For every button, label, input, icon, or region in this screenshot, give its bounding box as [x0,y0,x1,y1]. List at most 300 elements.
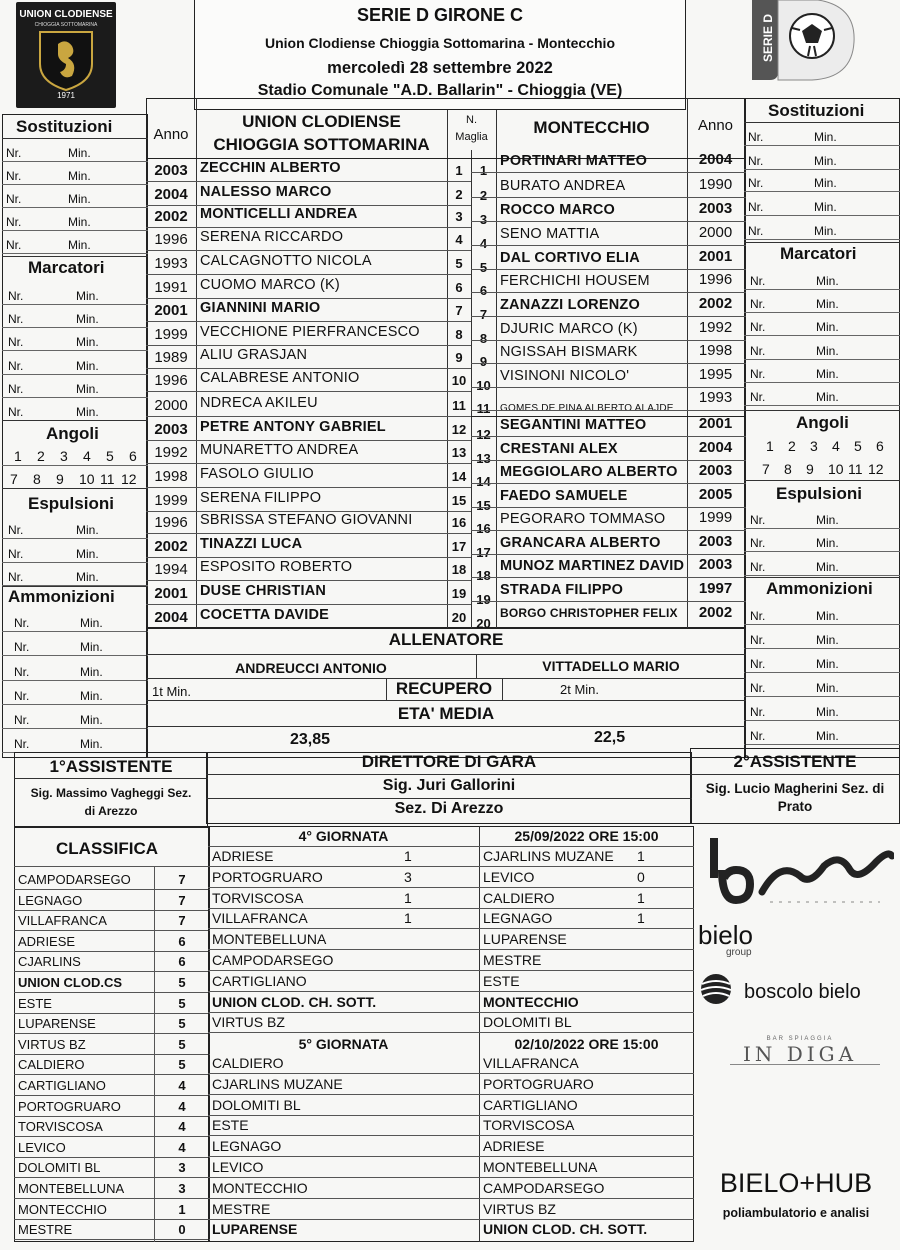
min-label: Min. [68,169,91,183]
round4-away: MONTECCHIO [483,994,579,1010]
home-player-name: ZECCHIN ALBERTO [200,160,341,176]
nr-label: Nr. [14,689,30,703]
nr-label: Nr. [6,215,22,229]
home-player-year: 1996 [154,514,188,531]
assistant1-title: 1°ASSISTENTE [49,757,173,776]
away-player-year: 1996 [698,271,733,288]
left-corners-title: Angoli [46,424,99,443]
home-shirt-number: 6 [455,280,463,295]
bielo-mark-icon [700,830,894,912]
nr-label: Nr. [750,274,766,288]
min-label: Min. [76,547,99,561]
away-player-year: 1997 [698,580,733,597]
home-year-header: Anno [153,126,189,143]
round4-home-score: 1 [404,848,412,864]
home-team-name-2: CHIOGGIA SOTTOMARINA [213,135,430,154]
indiga-name: IN DIGA [742,1042,858,1066]
round4-home: MONTEBELLUNA [212,931,327,947]
home-player-year: 1989 [154,349,188,366]
away-player-year: 1999 [698,509,733,526]
standings-team: ESTE [18,996,52,1011]
nr-label: Nr. [748,200,764,214]
home-shirt-number: 2 [455,187,463,202]
away-player-year: 1990 [698,176,733,193]
min-label: Min. [80,713,103,727]
round4-away: CALDIERO [483,890,555,906]
corner-number: 12 [868,461,884,477]
corner-number: 4 [832,438,840,454]
standings-team: VIRTUS BZ [18,1037,86,1052]
away-player-name: BURATO ANDREA [500,178,626,194]
min-label: Min. [816,297,839,311]
round5-away: PORTOGRUARO [483,1076,594,1092]
shirt-number-header-2: Maglia [455,131,488,143]
nr-label: Nr. [6,169,22,183]
home-club-logo [16,2,116,108]
min-label: Min. [68,238,91,252]
away-player-name: MUNOZ MARTINEZ DAVID [500,558,685,574]
home-player-year: 1996 [154,372,188,389]
home-player-name: ESPOSITO ROBERTO [200,559,353,575]
round5-home: CJARLINS MUZANE [212,1076,343,1092]
corner-number: 12 [121,471,137,487]
home-shirt-number: 13 [451,445,467,460]
nr-label: Nr. [750,536,766,550]
nr-label: Nr. [6,238,22,252]
min-label: Min. [76,312,99,326]
standings-team: LEGNAGO [18,893,83,908]
min-label: Min. [68,192,91,206]
home-player-name: CUOMO MARCO (K) [200,277,340,293]
home-shirt-number: 11 [452,398,466,413]
home-shirt-number: 1 [455,163,463,178]
corner-number: 10 [79,471,95,487]
home-player-year: 1996 [154,231,188,248]
away-shirt-number: 15 [476,498,491,513]
home-player-year: 2001 [154,585,188,602]
round4-home: UNION CLOD. CH. SOTT. [212,994,377,1010]
home-player-name: FASOLO GIULIO [200,466,314,482]
away-player-year: 2000 [698,224,733,241]
standings-points: 4 [178,1078,186,1093]
bielo-name: bielo [698,920,753,950]
home-player-year: 1991 [154,279,188,296]
away-player-name: BORGO CHRISTOPHER FELIX [500,606,678,620]
min-label: Min. [76,523,99,537]
standings-points: 4 [178,1099,186,1114]
away-player-year: 2003 [698,200,733,217]
match-title: Union Clodiense Chioggia Sottomarina - Montecchio [264,35,615,51]
away-player-name: MEGGIOLARO ALBERTO [500,464,678,480]
nr-label: Nr. [750,657,766,671]
min-label: Min. [76,359,99,373]
corner-number: 9 [56,471,64,487]
nr-label: Nr. [8,289,24,303]
nr-label: Nr. [750,297,766,311]
round4-away-score: 1 [637,910,645,926]
corner-number: 2 [37,448,45,464]
coach-title: ALLENATORE [388,630,504,649]
home-player-name: PETRE ANTONY GABRIEL [200,419,386,435]
round5-away: CAMPODARSEGO [483,1180,605,1196]
round4-home: TORVISCOSA [212,890,304,906]
club-crest-icon [36,30,96,92]
home-player-year: 2001 [154,302,188,319]
min-label: Min. [816,320,839,334]
nr-label: Nr. [8,312,24,326]
home-player-name: DUSE CHRISTIAN [200,583,327,599]
min-label: Min. [76,289,99,303]
away-player-name: STRADA FILIPPO [500,582,624,598]
away-player-year: 1992 [698,319,733,336]
corner-number: 10 [828,461,844,477]
nr-label: Nr. [750,681,766,695]
min-label: Min. [68,146,91,160]
home-player-name: SERENA FILIPPO [200,490,322,506]
home-player-name: NALESSO MARCO [200,184,332,200]
standings-team: MONTEBELLUNA [18,1181,125,1196]
round4-home-score: 1 [404,910,412,926]
standings-team: TORVISCOSA [18,1119,103,1134]
recovery-title: RECUPERO [395,679,493,698]
corner-number: 1 [766,438,774,454]
nr-label: Nr. [750,513,766,527]
standings-points: 7 [178,913,186,928]
standings-team: CJARLINS [18,954,81,969]
nr-label: Nr. [8,547,24,561]
serie-d-logo [748,0,858,82]
nr-label: Nr. [8,359,24,373]
min-label: Min. [68,215,91,229]
nr-label: Nr. [6,192,22,206]
assistant2-name: Sig. Lucio Magherini Sez. di Prato [705,781,885,814]
min-label: Min. [816,344,839,358]
min-label: Min. [80,665,103,679]
standings-points: 5 [178,996,186,1011]
standings-team: UNION CLOD.CS [18,975,122,990]
min-label: Min. [814,200,837,214]
min-label: Min. [76,382,99,396]
round4-away: CJARLINS MUZANE [483,848,614,864]
away-player-name: FAEDO SAMUELE [500,488,628,504]
away-shirt-number: 5 [479,260,488,275]
boscolo-name: boscolo bielo [744,981,861,1003]
round5-title: 5° GIORNATA [298,1036,389,1052]
away-player-name: CRESTANI ALEX [500,441,618,457]
home-shirt-number: 12 [451,422,467,437]
min-label: Min. [814,176,837,190]
nr-label: Nr. [750,320,766,334]
away-shirt-number: 18 [476,568,491,583]
hub-sub: poliambulatorio e analisi [722,1206,870,1220]
corner-number: 7 [10,471,18,487]
min-label: Min. [816,513,839,527]
home-team-name: UNION CLODIENSE [242,112,401,131]
away-player-name: GRANCARA ALBERTO [500,535,661,551]
away-shirt-number: 7 [479,307,488,322]
round5-home: LEGNAGO [212,1138,282,1154]
boscolo-logo [696,970,896,1010]
avg-age-title: ETA' MEDIA [397,704,495,723]
min-label: Min. [814,154,837,168]
away-coach: VITTADELLO MARIO [542,658,680,674]
away-player-year: 1998 [698,342,733,359]
min-label: Min. [814,224,837,238]
away-player-name: NGISSAH BISMARK [500,344,638,360]
standings-team: DOLOMITI BL [18,1160,101,1175]
home-coach: ANDREUCCI ANTONIO [235,660,387,676]
corner-number: 1 [14,448,22,464]
min-label: Min. [76,335,99,349]
assistant1-name: Sig. Massimo Vagheggi Sez. di Arezzo [30,786,192,818]
nr-label: Nr. [8,382,24,396]
home-shirt-number: 18 [451,562,467,577]
round4-away: LUPARENSE [483,931,567,947]
away-shirt-number: 4 [479,236,488,251]
home-shirt-number: 5 [455,256,463,271]
home-shirt-number: 9 [455,350,463,365]
home-shirt-number: 8 [455,327,463,342]
round4-home: CARTIGLIANO [212,973,307,989]
standings-points: 1 [178,1202,186,1217]
home-shirt-number: 4 [455,232,463,247]
home-player-name: TINAZZI LUCA [200,536,303,552]
nr-label: Nr. [750,633,766,647]
away-shirt-number: 1 [479,163,488,178]
away-player-year: 1993 [698,389,733,406]
away-team-name: MONTECCHIO [533,118,650,137]
away-player-year: 2002 [698,604,733,621]
away-shirt-number: 6 [479,283,488,298]
nr-label: Nr. [750,560,766,574]
bielo-logo [696,826,896,966]
away-player-year: 2002 [698,295,733,312]
first-half-recovery: 1t Min. [152,684,192,699]
home-shirt-number: 17 [451,539,467,554]
round5-home: ESTE [212,1117,249,1133]
round5-away: VIRTUS BZ [483,1201,556,1217]
home-player-year: 1998 [154,468,188,485]
home-player-name: CALCAGNOTTO NICOLA [200,253,372,269]
away-player-name: SEGANTINI MATTEO [500,417,647,433]
away-player-year: 2004 [698,151,733,168]
round4-away-score: 1 [637,890,645,906]
standings-team: ADRIESE [18,934,76,949]
logo-club-subtitle: CHIOGGIA SOTTOMARINA [34,22,98,28]
away-player-name: ROCCO MARCO [500,202,615,218]
away-player-year: 1995 [698,366,733,383]
corner-number: 8 [784,461,792,477]
home-player-year: 1992 [154,444,188,461]
min-label: Min. [816,390,839,404]
min-label: Min. [816,274,839,288]
round4-away: ESTE [483,973,520,989]
nr-label: Nr. [750,705,766,719]
right-scorers-title: Marcatori [780,244,857,263]
corner-number: 6 [876,438,884,454]
away-year-header: Anno [697,117,734,134]
away-player-year: 2001 [698,248,733,265]
standings-points: 5 [178,1037,186,1052]
logo-year: 1971 [57,91,75,100]
assistant2-title: 2°ASSISTENTE [733,752,857,771]
round5-home: LUPARENSE [212,1221,298,1237]
standings-points: 5 [178,1057,186,1072]
round5-away: ADRIESE [483,1138,545,1154]
round5-away: UNION CLOD. CH. SOTT. [483,1221,648,1237]
home-player-name: SBRISSA STEFANO GIOVANNI [200,512,413,528]
round5-home: LEVICO [212,1159,264,1175]
standings-points: 5 [178,1016,186,1031]
right-expulsions-title: Espulsioni [776,484,862,503]
corner-number: 3 [60,448,68,464]
round4-title: 4° GIORNATA [298,828,389,844]
standings-team: PORTOGRUARO [18,1099,121,1114]
home-player-name: MUNARETTO ANDREA [200,442,359,458]
min-label: Min. [816,609,839,623]
min-label: Min. [80,616,103,630]
standings-points: 4 [178,1140,186,1155]
min-label: Min. [76,570,99,584]
indiga-top: BAR SPIAGGIA [766,1036,834,1042]
indiga-logo [720,1034,890,1074]
standings-team: CARTIGLIANO [18,1078,106,1093]
home-player-name: SERENA RICCARDO [200,229,344,245]
referee-section: Sez. Di Arezzo [394,800,504,817]
nr-label: Nr. [6,146,22,160]
corner-number: 2 [788,438,796,454]
standings-points: 0 [178,1222,186,1237]
home-player-year: 2002 [154,538,188,555]
nr-label: Nr. [14,713,30,727]
home-shirt-number: 3 [455,209,463,224]
page-title: SERIE D GIRONE C [356,5,524,25]
nr-label: Nr. [14,665,30,679]
nr-label: Nr. [8,523,24,537]
home-shirt-number: 16 [451,515,467,530]
away-player-name: VISINONI NICOLO' [500,368,630,384]
min-label: Min. [816,367,839,381]
away-shirt-number: 12 [476,427,491,442]
standings-team: MESTRE [18,1222,73,1237]
home-avg-age: 23,85 [290,731,331,748]
standings-points: 6 [178,954,186,969]
referee-name: Sig. Juri Gallorini [382,777,516,794]
round4-home: VILLAFRANCA [212,910,308,926]
referee-title: DIRETTORE DI GARA [361,752,537,771]
away-player-year: 2004 [698,439,733,456]
away-player-year: 2005 [698,486,733,503]
round5-home: DOLOMITI BL [212,1097,301,1113]
right-cautions-title: Ammonizioni [766,579,873,598]
home-player-name: GIANNINI MARIO [200,300,321,316]
home-player-year: 2000 [154,397,188,414]
standings-title: CLASSIFICA [56,839,158,858]
round4-home: PORTOGRUARO [212,869,323,885]
corner-number: 4 [83,448,91,464]
round4-away-score: 0 [637,869,645,885]
away-player-year: 2003 [698,462,733,479]
bielo-sub: group [726,947,752,958]
right-corners-title: Angoli [796,413,849,432]
shirt-number-header: N. [466,114,477,126]
home-player-year: 1993 [154,255,188,272]
nr-label: Nr. [14,616,30,630]
round5-date: 02/10/2022 ORE 15:00 [514,1036,659,1052]
round5-away: VILLAFRANCA [483,1055,579,1071]
home-shirt-number: 20 [451,610,467,625]
home-shirt-number: 14 [451,469,467,484]
min-label: Min. [816,729,839,743]
away-player-name: DAL CORTIVO ELIA [500,250,640,266]
nr-label: Nr. [748,154,764,168]
round4-away: DOLOMITI BL [483,1014,572,1030]
nr-label: Nr. [748,176,764,190]
away-player-name: FERCHICHI HOUSEM [500,273,650,289]
min-label: Min. [816,536,839,550]
away-player-year: 2001 [698,415,733,432]
home-shirt-number: 15 [451,493,467,508]
away-shirt-number: 20 [476,616,491,631]
away-shirt-number: 8 [479,331,488,346]
home-player-name: NDRECA AKILEU [200,395,318,411]
home-shirt-number: 10 [451,373,467,388]
home-player-year: 2002 [154,208,188,225]
min-label: Min. [814,130,837,144]
round4-home-score: 3 [404,869,412,885]
round4-home: CAMPODARSEGO [212,952,334,968]
away-shirt-number: 3 [479,212,488,227]
nr-label: Nr. [748,224,764,238]
away-player-name: DJURIC MARCO (K) [500,321,638,337]
second-half-recovery: 2t Min. [560,682,600,697]
boscolo-mark-icon [696,972,736,1006]
round4-away: MESTRE [483,952,542,968]
away-player-year: 2003 [698,556,733,573]
standings-team: LUPARENSE [18,1016,96,1031]
logo-club-name: UNION CLODIENSE [19,9,113,20]
standings-points: 5 [178,975,186,990]
nr-label: Nr. [8,405,24,419]
away-player-name: PEGORARO TOMMASO [500,511,666,527]
standings-team: MONTECCHIO [18,1202,107,1217]
match-date: mercoledì 28 settembre 2022 [327,59,553,77]
standings-points: 4 [178,1119,186,1134]
round5-home: MESTRE [212,1201,271,1217]
min-label: Min. [816,657,839,671]
corner-number: 6 [129,448,137,464]
nr-label: Nr. [750,609,766,623]
standings-points: 6 [178,934,186,949]
min-label: Min. [80,640,103,654]
away-player-name: GOMES DE PINA ALBERTO ALAJDE [500,403,674,414]
round5-home: CALDIERO [212,1055,284,1071]
round4-away: LEGNAGO [483,910,553,926]
away-player-name: SENO MATTIA [500,226,600,242]
min-label: Min. [80,737,103,751]
nr-label: Nr. [8,335,24,349]
home-player-name: MONTICELLI ANDREA [200,206,358,222]
nr-label: Nr. [750,367,766,381]
standings-points: 7 [178,872,186,887]
away-shirt-number: 14 [476,474,491,489]
standings-points: 3 [178,1160,186,1175]
nr-label: Nr. [748,130,764,144]
away-shirt-number: 19 [476,592,491,607]
away-avg-age: 22,5 [594,729,626,746]
round5-home: MONTECCHIO [212,1180,308,1196]
round4-home-score: 1 [404,890,412,906]
